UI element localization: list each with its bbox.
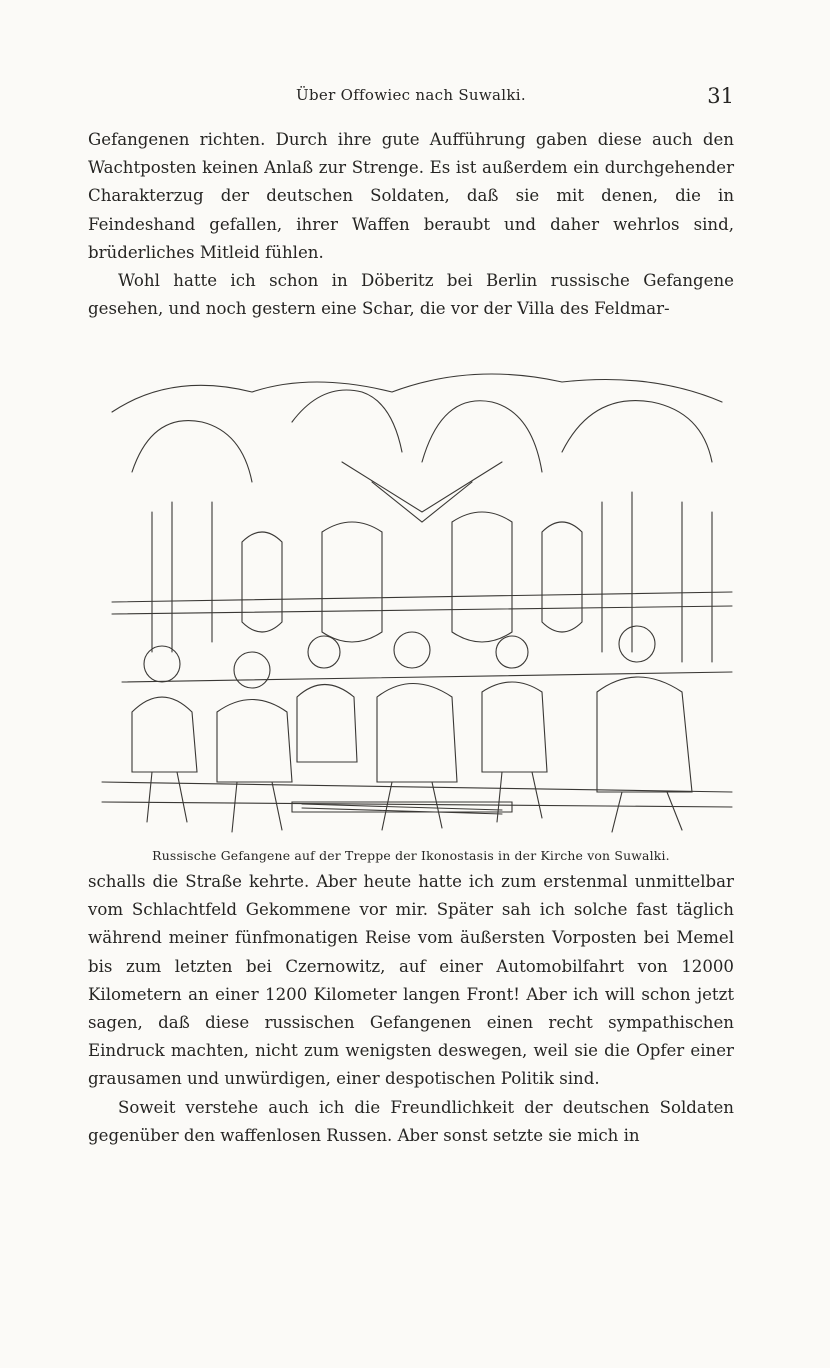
paragraph: Gefangenen richten. Durch ihre gute Aufführung gaben diese auch den Wachtposten keinen Anlaß zur Strenge. Es ist außerdem ein durchgehender Charakterzug der deutschen Soldaten, daß sie mit denen, die in Feindeshand gefallen, ihrer Waffen beraubt und daher wehrlos sind, brüderliches Mitleid fühlen. [88, 130, 734, 262]
line-drawing [92, 352, 744, 838]
figure-caption: Russische Gefangene auf der Treppe der Ikonostasis in der Kirche von Suwalki. [152, 848, 670, 863]
text-block-top [88, 126, 734, 323]
paragraph: Wohl hatte ich schon in Döberitz bei Berlin russische Gefangene gesehen, und noch gestern eine Schar, die vor der Villa des Feldmar- [88, 271, 734, 319]
running-head [88, 84, 734, 112]
text-block-bottom [88, 868, 734, 1150]
page-number: 31 [707, 84, 734, 108]
paragraph: Soweit verstehe auch ich die Freundlichkeit der deutschen Soldaten gegenüber den waffenlosen Russen. Aber sonst setzte sie mich in [88, 1097, 734, 1145]
running-title: Über Offowiec nach Suwalki. [296, 86, 526, 104]
illustration-russian-prisoners [92, 352, 744, 838]
paragraph: schalls die Straße kehrte. Aber heute hatte ich zum erstenmal unmittelbar vom Schlachtfeld Gekommene vor mir. Später sah ich solche fast täglich während meiner fünfmonatigen Reise vom äußersten Vorposten bei Memel bis zum letzten bei Czernowitz, auf einer Automobilfahrt von 12000 Kilometern an einer 1200 Kilometer langen Front! Aber ich will schon jetzt sagen, daß diese russischen Gefangenen einen recht sympathischen Eindruck machten, nicht zum wenigsten deswegen, weil sie die Opfer einer grausamen und unwürdigen, einer despotischen Politik sind. [88, 872, 734, 1089]
